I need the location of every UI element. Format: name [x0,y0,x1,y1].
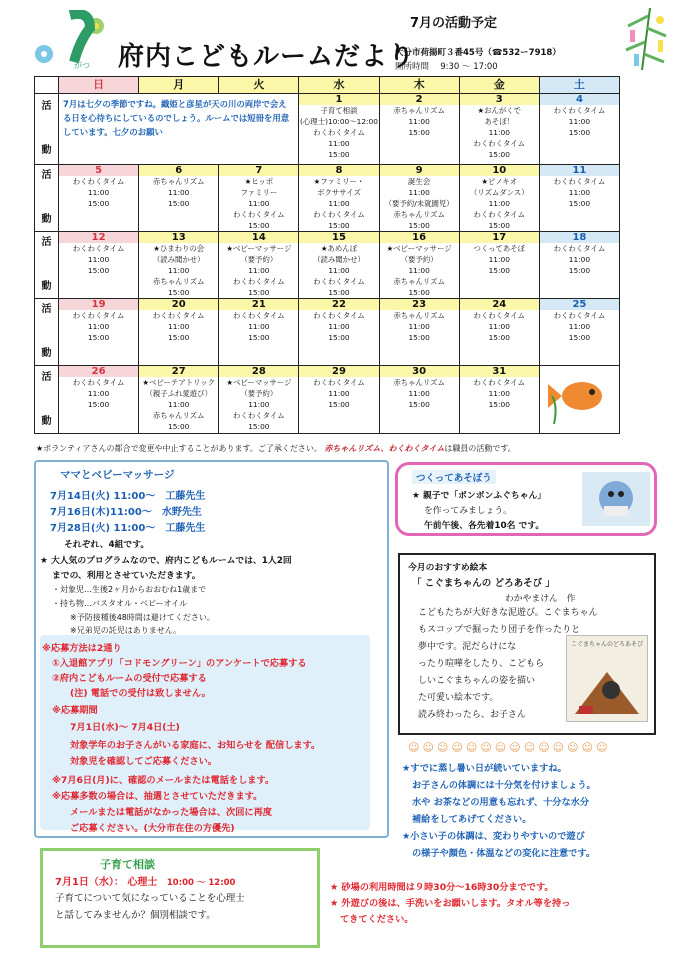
day-activity: 誕生会 11:00 （要予約/未就園児） 赤ちゃんリズム 15:00 [384,177,454,230]
day-cell [459,366,539,434]
row-label: 活 動 [35,366,59,434]
day-number: 24 [460,299,539,310]
day-activity: ★ファミリー・ ボクササイズ 11:00 わくわくタイム 15:00 [313,177,365,230]
day-number: 6 [139,165,218,176]
col-header-wed: 水 [299,77,379,94]
consultation-title: 子育て相談 [100,858,155,871]
apply-phone-note: (注) 電話での受付は致しません。 [70,688,211,699]
day-cell [459,299,539,366]
massage-sibling-note: ※兄弟児の託児はありません。 [70,626,182,635]
book-cover: こぐまちゃんのどろあそび [566,635,648,722]
day-activity: 赤ちゃんリズム 11:00 15:00 [393,311,445,342]
day-activity: ★あめんぼ （読み聞かせ） 11:00 わくわくタイム 15:00 [313,244,365,297]
book-name: 「 こぐまちゃんの どろあそび 」 [412,578,555,589]
day-number: 26 [59,366,138,377]
massage-target: ・対象児…生後2ヶ月からおおむね1歳まで [52,585,207,594]
day-number: 11 [540,165,619,176]
day-activity: わくわくタイム 11:00 15:00 [553,311,606,342]
day-activity: ★おんがくで あそぼ！ 11:00 わくわくタイム 15:00 [473,106,526,159]
day-number: 5 [59,165,138,176]
day-activity: ★ベビーマッサージ （要予約） 11:00 わくわくタイム 15:00 [226,378,292,431]
day-activity: わくわくタイム 11:00 15:00 [72,244,125,275]
day-activity: ★ピノキオ （リズムダンス） 11:00 わくわくタイム 15:00 [469,177,529,230]
day-cell [219,165,299,232]
lottery-note: ※応募多数の場合は、抽選とさせていただきます。 [52,791,263,802]
confirm-note: ※7月6日(月)に、確認のメールまたは電話をします。 [52,775,275,786]
baby-massage-title: ママとベビーマッサージ [60,469,175,481]
day-activity: つくってあそぼ 11:00 15:00 [473,244,526,275]
retry-note-2: ご応募ください。(大分市在住の方優先) [70,823,235,834]
day-cell [459,232,539,299]
opening-hours: 開所時間 9:30 ～ 17:00 [395,62,498,72]
day-number: 20 [139,299,218,310]
day-number: 15 [299,232,378,243]
day-cell [59,165,139,232]
rules: ★ 砂場の利用時間は９時30分～16時30分までです。 ★ 外遊びの後は、手洗いをお願いします。タオル等を持っ てきてください。 [330,882,571,925]
day-number: 14 [219,232,298,243]
massage-date-3: 7月28日(火) 11:00～ 工藤先生 [50,523,206,534]
day-activity: ★ベビーテアトリック （親子ふれ愛遊び） 11:00 赤ちゃんリズム 15:00 [142,378,215,431]
period-note-2: 対象児を確認してご応募ください。 [70,756,217,767]
face-decoration: ☺☺☺☺☺☺☺☺☺☺☺☺☺☺ [408,741,611,754]
day-cell [539,299,619,366]
day-cell [139,366,219,434]
day-activity: わくわくタイム 11:00 15:00 [553,244,606,275]
day-cell [139,299,219,366]
day-cell [299,232,379,299]
calendar-week-1 [35,94,620,165]
craft-line-1: ★ 親子で「ポンポンふぐちゃん」 [412,491,547,501]
day-cell [459,165,539,232]
day-number: 21 [219,299,298,310]
day-cell [59,366,139,434]
day-cell [379,165,459,232]
book-section-title: 今月のおすすめ絵本 [408,563,488,573]
day-cell [139,232,219,299]
day-cell [539,165,619,232]
massage-date-2: 7月16日(木)11:00～ 水野先生 [50,507,202,518]
row-label: 活 動 [35,94,59,165]
month-logo [30,10,110,70]
col-header-sun: 日 [59,77,139,94]
col-header-fri: 金 [459,77,539,94]
day-cell [219,299,299,366]
day-cell [459,94,539,165]
day-activity: 子育て相談 (心理士)10:00～12:00 わくわくタイム 11:00 15:00 [300,106,378,159]
activity-calendar [34,76,620,434]
day-number: 29 [299,366,378,377]
calendar-week-4 [35,299,620,366]
day-number: 23 [380,299,459,310]
day-activity: わくわくタイム 11:00 15:00 [72,378,125,409]
day-cell [59,232,139,299]
day-cell [379,232,459,299]
day-cell [539,232,619,299]
apply-method-1: ①入退館アプリ「コドモングリーン」のアンケートで応募する [52,658,307,669]
day-cell [299,366,379,434]
day-number: 22 [299,299,378,310]
day-activity: わくわくタイム 11:00 15:00 [233,311,285,342]
col-header-thu: 木 [379,77,459,94]
row-label: 活 動 [35,165,59,232]
day-activity: 赤ちゃんリズム 11:00 15:00 [393,106,445,137]
schedule-title: 7月の活動予定 [410,16,498,31]
massage-groups: それぞれ、4組です。 [64,540,150,550]
page-title: 府内こどもルームだより [118,42,416,72]
massage-bring: ・持ち物…バスタオル・ベビーオイル [52,599,188,608]
craft-line-3: 午前午後、各先着10名 です。 [424,521,545,531]
calendar-week-2 [35,165,620,232]
day-number: 31 [460,366,539,377]
goldfish-icon [539,366,619,434]
craft-line-2: を作ってみましょう。 [424,506,512,516]
day-number: 18 [540,232,619,243]
day-activity: わくわくタイム 11:00 15:00 [72,177,125,208]
logo-sub: がつ [74,61,90,70]
retry-note-1: メールまたは電話がなかった場合は、次回に再度 [70,807,272,818]
massage-policy-1: ★ 大人気のプログラムなので、府内こどもルームでは、1人2回 [40,556,292,566]
day-cell [379,299,459,366]
day-number: 16 [380,232,459,243]
day-number: 30 [380,366,459,377]
period-note-1: 対象学年のお子さんがいる家庭に、お知らせを 配信します。 [70,740,321,751]
day-activity: 赤ちゃんリズム 11:00 15:00 [393,378,445,409]
day-number: 28 [219,366,298,377]
day-activity: わくわくタイム 11:00 15:00 [72,311,125,342]
consultation-line-1: 子育てについて気になっていることを心理士 [55,893,245,904]
volunteer-note: ★ボランティアさんの都合で変更や中止することがあります。ご了承ください。 赤ちゃんリズム、わくわくタイムは職員の活動です。 [36,444,516,453]
day-activity: ★ヒッポ ファミリー 11:00 わくわくタイム 15:00 [233,177,285,230]
day-number: 27 [139,366,218,377]
day-number: 7 [219,165,298,176]
consultation-line-2: と話してみませんか？個別相談です。 [55,910,216,921]
col-header-tue: 火 [219,77,299,94]
tanabata-icon [620,6,672,76]
massage-policy-2: までの、利用とさせていただきます。 [52,571,201,581]
day-number: 17 [460,232,539,243]
day-activity: わくわくタイム 11:00 15:00 [313,311,365,342]
day-cell [59,299,139,366]
massage-date-1: 7月14日(火) 11:00～ 工藤先生 [50,491,206,502]
day-activity: ★ベビーマッサージ （要予約） 11:00 赤ちゃんリズム 15:00 [386,244,452,297]
day-cell [539,94,619,165]
day-cell [219,232,299,299]
day-number: 12 [59,232,138,243]
apply-method-2: ②府内こどもルームの受付で応募する [52,673,207,684]
massage-vaccine-note: ※予防接種後48時間は避けてください。 [70,613,215,622]
day-cell [299,94,379,165]
day-activity: わくわくタイム 11:00 15:00 [313,378,365,409]
col-header-mon: 月 [139,77,219,94]
day-number: 19 [59,299,138,310]
day-activity: ★ベビーマッサージ （要予約） 11:00 わくわくタイム 15:00 [226,244,292,297]
tanabata-intro: 7月は七夕の季節ですね。織姫と彦星が天の川の両岸で会える日を心待ちにしているのでしょう。ルームでは短冊を用意しています。七夕のお願い [59,94,299,165]
day-number: 10 [460,165,539,176]
period-dates: 7月1日(水)～ 7月4日(土) [70,722,180,733]
day-number: 8 [299,165,378,176]
apply-title: ※応募方法は2通り [42,643,122,654]
day-activity: わくわくタイム 11:00 15:00 [553,106,606,137]
day-cell [379,94,459,165]
day-number: 4 [540,94,619,105]
row-label: 活 動 [35,299,59,366]
day-activity: 赤ちゃんリズム 11:00 15:00 [152,177,205,208]
day-activity: わくわくタイム 11:00 15:00 [152,311,205,342]
day-activity: ★ひまわりの会 （読み聞かせ） 11:00 赤ちゃんリズム 15:00 [152,244,205,297]
calendar-week-3 [35,232,620,299]
day-cell [219,366,299,434]
book-author: わかやまけん 作 [505,594,576,604]
day-activity: わくわくタイム 11:00 15:00 [473,378,526,409]
consultation-date: 7月1日（水）： 心理士 10:00 ～ 12:00 [55,877,236,888]
day-number: 13 [139,232,218,243]
row-label: 活 動 [35,232,59,299]
calendar-week-5 [35,366,620,434]
pufferfish-photo [582,472,650,530]
address: 大分市荷揚町３番45号（☎532ー7918） [395,48,561,58]
period-title: ※応募期間 [52,705,98,716]
craft-title: つくってあそぼう [412,470,496,484]
flower-icon [30,10,110,70]
day-cell [299,299,379,366]
book-description: こどもたちが大好きな泥遊び。こぐまちゃん もスコップで掘ったり団子を作ったりと 夢中です。泥だらけにな ったり喧嘩をしたり、こどもら しいこぐまちゃんの姿を描い た可愛い絵本です。 読み終わったら、お子さん [418,608,598,720]
day-cell [139,165,219,232]
day-number: 3 [460,94,539,105]
day-activity: わくわくタイム 11:00 15:00 [473,311,526,342]
day-number: 25 [540,299,619,310]
health-notes: ★すでに蒸し暑い日が続いていますね。 お子さんの体調には十分気を付けましょう。 水や お茶などの用意も忘れず、十分な水分 補給をしてあげてください。 ★小さい子の体調は、変わりやすいので遊び の様子や顔色・体温などの変化に注意です。 [402,763,596,859]
day-number: 9 [380,165,459,176]
day-activity: わくわくタイム 11:00 15:00 [553,177,606,208]
day-cell [299,165,379,232]
day-cell [379,366,459,434]
col-header-sat: 土 [539,77,619,94]
day-number: 1 [299,94,378,105]
day-number: 2 [380,94,459,105]
